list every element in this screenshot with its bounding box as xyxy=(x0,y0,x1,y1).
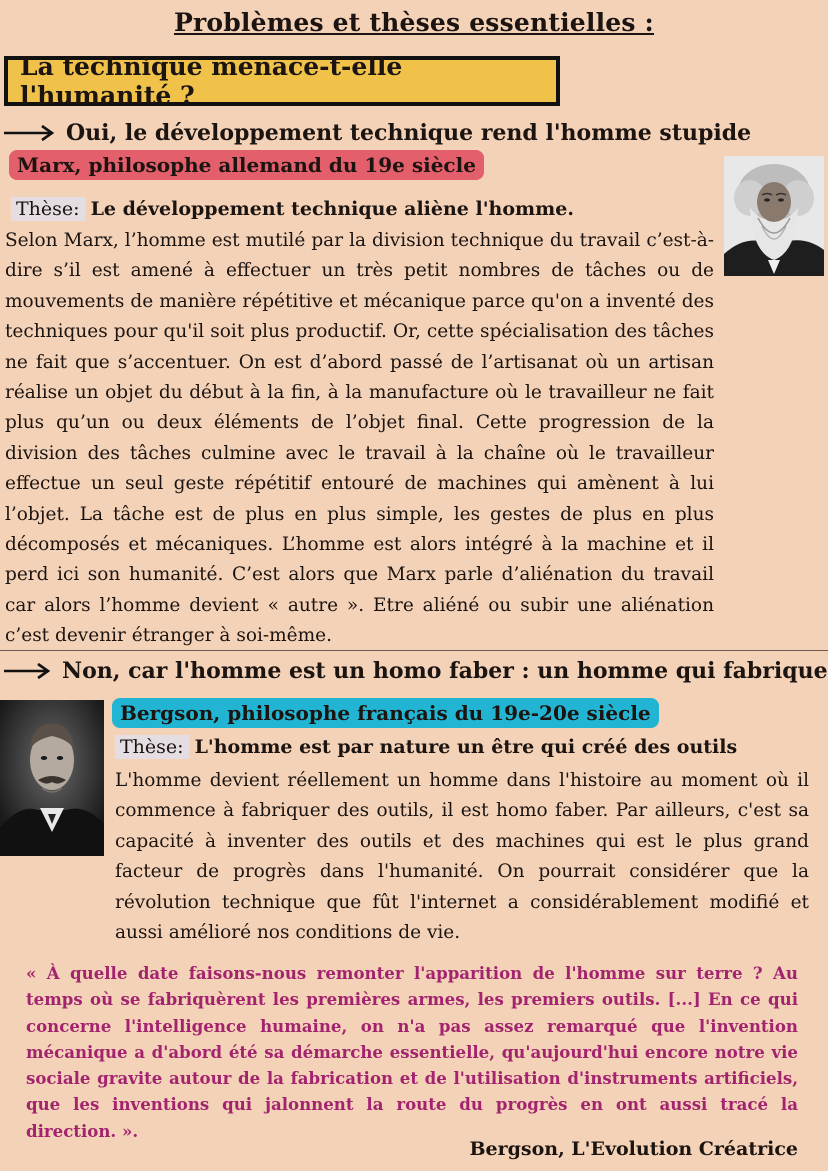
section1-heading xyxy=(2,120,751,146)
these-label: Thèse: xyxy=(115,735,189,759)
these-label: Thèse: xyxy=(11,197,85,221)
bergson-portrait xyxy=(0,700,104,856)
marx-author-tag: Marx, philosophe allemand du 19e siècle xyxy=(9,150,484,180)
section2-heading-text: Non, car l'homme est un homo faber : un homme qui fabrique xyxy=(62,658,828,684)
section1-these xyxy=(11,198,574,220)
arrow-right-icon xyxy=(2,662,52,680)
quote-citation: Bergson, L'Evolution Créatrice xyxy=(469,1138,798,1160)
these-text: Le développement technique aliène l'homme. xyxy=(90,198,574,220)
these-text: L'homme est par nature un être qui créé des outils xyxy=(194,736,738,758)
section-divider xyxy=(0,650,828,651)
bergson-author-tag: Bergson, philosophe français du 19e-20e siècle xyxy=(112,698,659,728)
section2-these xyxy=(115,736,737,758)
main-question xyxy=(4,52,560,110)
bergson-quote: « À quelle date faisons-nous remonter l'apparition de l'homme sur terre ? Au temps où se fabriquèrent les premières armes, les premiers outils. [...] En ce qui concerne l'intelligence humaine, on n'a pas assez remarqué que l'invention mécanique a d'abord été sa démarche essentielle, qu'aujourd'hui encore notre vie sociale gravite autour de la fabrication et de l'utilisation d'instruments artificiels, que les inventions qui jalonnent la route du progrès en ont aussi tracé la direction. ». xyxy=(26,963,798,1141)
main-question-text: La technique menace-t-elle l'humanité ? xyxy=(20,52,403,110)
section2-body: L'homme devient réellement un homme dans l'histoire au moment où il commence à fabriquer des outils, il est homo faber. Par ailleurs, c'est sa capacité à inventer des outils et des machines qui est le plus grand facteur de progrès dans l'humanité. On pourrait considérer que la révolution technique que fût l'internet a considérablement modifié et aussi amélioré nos conditions de vie. xyxy=(115,770,809,944)
page-title: Problèmes et thèses essentielles : xyxy=(173,8,654,37)
section1-body: Selon Marx, l’homme est mutilé par la division technique du travail c’est-à-dire s’il est amené à effectuer un très petit nombres de tâches ou de mouvements de manière répétitive et mécanique parce qu'on a inventé des techniques pour qu'il soit plus productif. Or, cette spécialisation des tâches ne fait que s’accentuer. On est d’abord passé de l’artisanat où un artisan réalise un objet du début à la fin, à la manufacture où le travailleur ne fait plus qu’un ou deux éléments de l’objet final. Cette progression de la division des tâches culmine avec le travail à la chaîne où le travailleur effectue un seul geste répétitif entouré de machines qui amènent à lui l’objet. La tâche est de plus en plus simple, les gestes de plus en plus décomposés et mécaniques. L’homme est alors intégré à la machine et il perd ici son humanité. C’est alors que Marx parle d’aliénation du travail car alors l’homme devient « autre ». Etre aliéné ou subir une aliénation c’est devenir étranger à soi-même. xyxy=(5,230,714,647)
section1-heading-text: Oui, le développement technique rend l'homme stupide xyxy=(66,120,752,146)
marx-portrait xyxy=(724,156,824,276)
arrow-right-icon xyxy=(2,124,56,142)
section2-heading xyxy=(2,658,828,684)
